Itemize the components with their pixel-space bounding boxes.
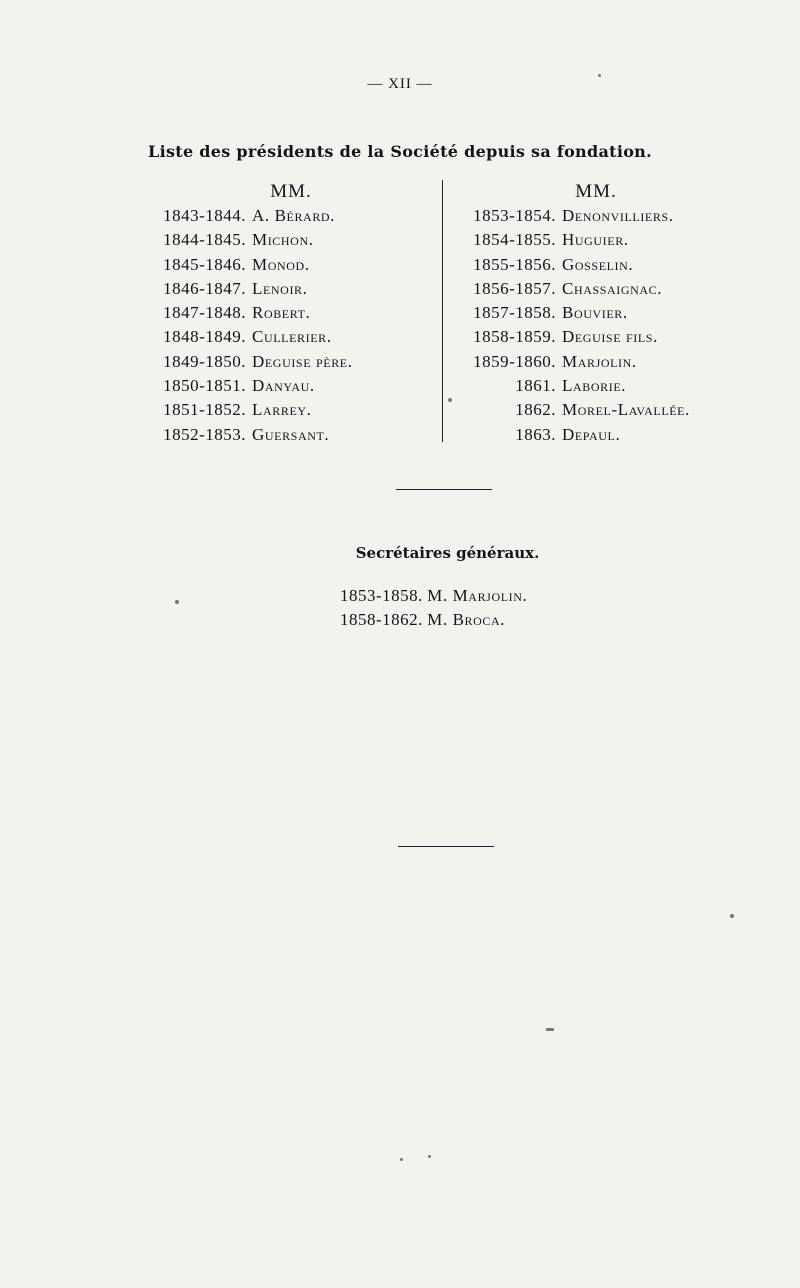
- president-years: 1847-1848.: [163, 303, 246, 323]
- president-name: Larrey.: [252, 400, 312, 420]
- president-years: 1845-1846.: [163, 254, 246, 274]
- president-entry: [456, 423, 736, 447]
- president-years: 1856-1857.: [473, 278, 556, 298]
- secretary-name: M. Broca.: [427, 610, 506, 629]
- president-years: 1854-1855.: [473, 230, 556, 250]
- president-name: Chassaignac.: [562, 278, 663, 298]
- president-name: Depaul.: [562, 424, 621, 444]
- president-entry: [456, 398, 736, 422]
- president-name: Huguier.: [562, 230, 629, 250]
- president-years: 1855-1856.: [473, 254, 556, 274]
- secretary-entry: [340, 584, 527, 608]
- paper-speck: [598, 74, 601, 77]
- secretaries-list: [340, 584, 527, 632]
- president-name: Lenoir.: [252, 278, 308, 298]
- president-entry: [146, 374, 426, 398]
- paper-speck: [175, 600, 179, 604]
- president-entry: [146, 277, 426, 301]
- president-entry: [146, 301, 426, 325]
- presidents-right-column: [456, 180, 736, 447]
- president-years: 1844-1845.: [163, 230, 246, 250]
- president-years: 1861.: [515, 376, 556, 396]
- president-entry: [456, 325, 736, 349]
- president-years: 1851-1852.: [163, 400, 246, 420]
- president-entry: [146, 253, 426, 277]
- president-entry: [146, 350, 426, 374]
- section-divider: [396, 489, 492, 490]
- presidents-list-title: Liste des présidents de la Société depuis sa fondation.: [148, 142, 652, 161]
- paper-speck: [400, 1158, 403, 1161]
- paper-speck: [428, 1155, 431, 1158]
- president-name: Deguise père.: [252, 351, 353, 371]
- president-entry: [456, 228, 736, 252]
- president-name: Michon.: [252, 230, 314, 250]
- president-name: Gosselin.: [562, 254, 634, 274]
- paper-speck: [546, 1028, 554, 1031]
- president-entry: [456, 374, 736, 398]
- president-years: 1858-1859.: [473, 327, 556, 347]
- column-divider: [442, 180, 443, 442]
- president-years: 1862.: [515, 400, 556, 420]
- secretaries-title: Secrétaires généraux.: [355, 544, 540, 562]
- president-entry: [456, 301, 736, 325]
- president-years: 1863.: [515, 424, 556, 444]
- president-entry: [456, 204, 736, 228]
- president-name: Marjolin.: [562, 351, 637, 371]
- paper-speck: [448, 398, 452, 402]
- page-number: — XII —: [367, 76, 433, 92]
- president-name: Bouvier.: [562, 303, 628, 323]
- president-years: 1853-1854.: [473, 206, 556, 225]
- president-entry: [146, 423, 426, 447]
- secretary-entry: [340, 608, 527, 632]
- president-entry: [146, 325, 426, 349]
- president-name: Denonvilliers.: [562, 206, 674, 225]
- closing-divider: [398, 846, 494, 847]
- president-entry: [456, 253, 736, 277]
- president-entry: [456, 277, 736, 301]
- president-years: 1846-1847.: [163, 278, 246, 298]
- president-entry: [146, 228, 426, 252]
- presidents-left-column: [146, 180, 426, 447]
- president-entry: [456, 350, 736, 374]
- president-name: Robert.: [252, 303, 311, 323]
- president-name: Danyau.: [252, 376, 315, 396]
- president-years: 1852-1853.: [163, 424, 246, 444]
- secretary-name: M. Marjolin.: [427, 586, 528, 605]
- president-name: Deguise fils.: [562, 327, 658, 347]
- secretary-years: 1858-1862.: [340, 610, 423, 629]
- president-years: 1859-1860.: [473, 351, 556, 371]
- president-years: 1849-1850.: [163, 351, 246, 371]
- president-name: A. Bérard.: [252, 206, 336, 225]
- left-column-heading: MM.: [270, 181, 312, 202]
- president-years: 1843-1844.: [163, 206, 246, 225]
- president-years: 1848-1849.: [163, 327, 246, 347]
- paper-speck: [730, 914, 734, 918]
- president-name: Guersant.: [252, 424, 330, 444]
- right-column-heading: MM.: [575, 181, 617, 202]
- president-name: Laborie.: [562, 376, 627, 396]
- president-name: Monod.: [252, 254, 310, 274]
- president-years: 1850-1851.: [163, 376, 246, 396]
- president-name: Cullerier.: [252, 327, 332, 347]
- secretary-years: 1853-1858.: [340, 586, 423, 605]
- president-entry: [146, 204, 426, 228]
- president-name: Morel-Lavallée.: [562, 400, 690, 420]
- president-entry: [146, 398, 426, 422]
- president-years: 1857-1858.: [473, 303, 556, 323]
